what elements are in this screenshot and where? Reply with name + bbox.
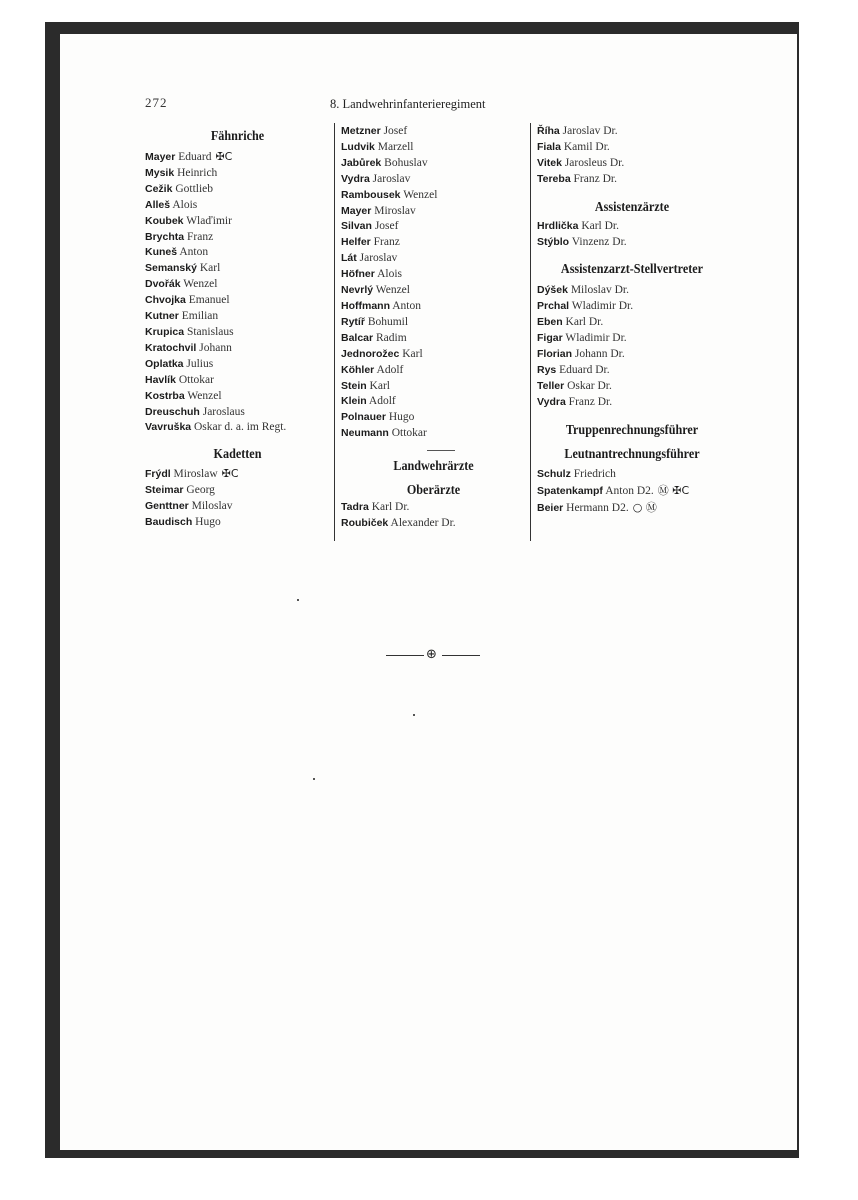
list-item bbox=[537, 235, 727, 251]
entry-given-name: Marzell bbox=[377, 140, 414, 153]
entry-surname: Cežik bbox=[145, 182, 173, 195]
page-number: 272 bbox=[145, 95, 168, 110]
list-item bbox=[537, 395, 727, 411]
list-item bbox=[145, 293, 330, 309]
entry-surname: Kutner bbox=[145, 310, 179, 323]
list-item bbox=[341, 188, 526, 204]
entry-surname: Hrdlička bbox=[537, 219, 579, 232]
entry-surname: Figar bbox=[537, 332, 563, 345]
entry-list bbox=[537, 467, 727, 517]
list-item bbox=[537, 467, 727, 483]
entry-surname: Stýblo bbox=[537, 235, 570, 248]
entry-given-name: Gottlieb bbox=[175, 182, 214, 195]
entry-given-name: Eduard Dr. bbox=[559, 363, 610, 376]
entry-list bbox=[537, 219, 727, 251]
entry-given-name: Johann Dr. bbox=[574, 348, 625, 361]
ornament-line-right bbox=[442, 655, 480, 656]
entry-surname: Ludvik bbox=[341, 140, 375, 153]
list-item bbox=[145, 309, 330, 325]
entry-surname: Brychta bbox=[145, 230, 185, 243]
entry-surname: Eben bbox=[537, 316, 563, 329]
section-heading-kadetten: Kadetten bbox=[213, 446, 262, 462]
list-item bbox=[341, 426, 526, 442]
entry-surname: Krupica bbox=[145, 325, 185, 338]
entry-surname: Dvořák bbox=[145, 278, 181, 291]
entry-given-name: Stanislaus bbox=[186, 325, 234, 338]
entry-surname: Vitek bbox=[537, 156, 562, 169]
entry-given-name: Franz Dr. bbox=[573, 172, 617, 185]
entry-surname: Roubiček bbox=[341, 517, 389, 530]
entry-given-name: Jarosleus Dr. bbox=[564, 156, 625, 169]
entry-surname: Mayer bbox=[145, 151, 176, 163]
entry-given-name: Miloslav bbox=[191, 500, 233, 513]
entry-surname: Rytíř bbox=[341, 315, 365, 328]
list-item bbox=[341, 235, 526, 251]
list-item bbox=[341, 363, 526, 379]
decorative-ornament bbox=[386, 649, 480, 663]
entry-surname: Havlík bbox=[145, 373, 176, 386]
list-item bbox=[145, 420, 330, 436]
list-item bbox=[145, 515, 330, 531]
entry-surname: Kratochvil bbox=[145, 341, 197, 354]
entry-surname: Chvojka bbox=[145, 294, 186, 307]
entry-surname: Tadra bbox=[341, 501, 369, 514]
entry-given-name: Jaroslav Dr. bbox=[562, 125, 618, 137]
entry-surname: Mysik bbox=[145, 166, 175, 179]
entry-given-name: Anton bbox=[392, 299, 421, 312]
column-divider bbox=[334, 123, 335, 541]
list-item bbox=[341, 315, 526, 331]
entry-given-name: Karl bbox=[199, 262, 221, 275]
section-heading-assistenzaerzte: Assistenzärzte bbox=[594, 198, 670, 214]
entry-given-name: Wenzel bbox=[187, 389, 222, 402]
entry-surname: Teller bbox=[537, 379, 565, 392]
column-1 bbox=[145, 122, 330, 531]
column-2 bbox=[341, 122, 526, 532]
entry-given-name: Karl bbox=[402, 347, 423, 360]
entry-given-name: Adolf bbox=[368, 395, 396, 408]
short-rule bbox=[427, 450, 455, 451]
section-heading-truppenrechnungsfuehrer: Truppenrechnungsführer bbox=[565, 421, 699, 437]
entry-given-name: Josef bbox=[374, 220, 399, 233]
entry-surname: Polnauer bbox=[341, 411, 386, 424]
list-item bbox=[341, 172, 526, 188]
list-item bbox=[537, 331, 727, 347]
entry-given-name: Ottokar bbox=[391, 427, 427, 440]
entry-given-name: Anton D2. bbox=[605, 484, 654, 497]
list-item bbox=[537, 219, 727, 235]
entry-surname: Köhler bbox=[341, 363, 375, 376]
entry-list bbox=[341, 500, 526, 532]
entry-given-name: Georg bbox=[186, 484, 215, 497]
decoration-mark-icon: Ⓜ ✠C bbox=[657, 483, 690, 497]
entry-given-name: Bohuslav bbox=[384, 156, 428, 169]
list-item bbox=[341, 267, 526, 283]
entry-surname: Klein bbox=[341, 395, 367, 408]
decoration-mark-icon: ✠C bbox=[221, 467, 239, 481]
entry-given-name: Miroslaw bbox=[173, 468, 218, 481]
entry-given-name: Julius bbox=[186, 357, 214, 370]
list-item bbox=[145, 277, 330, 293]
list-item bbox=[145, 149, 330, 166]
entry-given-name: Vinzenz Dr. bbox=[571, 235, 627, 248]
ornament-line-left bbox=[386, 655, 424, 656]
entry-given-name: Franz bbox=[186, 230, 214, 243]
list-item bbox=[341, 283, 526, 299]
list-item bbox=[537, 483, 727, 500]
entry-list bbox=[537, 124, 727, 188]
list-item bbox=[341, 251, 526, 267]
list-item bbox=[145, 341, 330, 357]
entry-given-name: Miloslav Dr. bbox=[570, 284, 629, 297]
entry-given-name: Heinrich bbox=[177, 166, 218, 179]
entry-given-name: Bohumil bbox=[367, 315, 409, 328]
entry-given-name: Karl Dr. bbox=[565, 316, 604, 329]
list-item bbox=[537, 379, 727, 395]
entry-surname: Florian bbox=[537, 348, 573, 361]
entry-given-name: Alois bbox=[377, 268, 403, 281]
entry-surname: Prchal bbox=[537, 300, 570, 313]
list-item bbox=[145, 198, 330, 214]
list-item bbox=[145, 325, 330, 341]
entry-surname: Jednorožec bbox=[341, 347, 400, 360]
entry-surname: Fiala bbox=[537, 140, 561, 153]
entry-list bbox=[537, 283, 727, 410]
entry-given-name: Jaroslav bbox=[372, 172, 411, 185]
entry-surname: Koubek bbox=[145, 214, 184, 227]
entry-given-name: Wenzel bbox=[375, 284, 410, 297]
entry-given-name: Alexander Dr. bbox=[390, 517, 456, 530]
entry-given-name: Eduard bbox=[178, 151, 212, 163]
list-item bbox=[537, 124, 727, 140]
entry-given-name: Hugo bbox=[195, 516, 221, 529]
entry-surname: Höfner bbox=[341, 268, 375, 281]
entry-surname: Kuneš bbox=[145, 246, 178, 259]
entry-surname: Hoffmann bbox=[341, 299, 390, 312]
entry-surname: Beier bbox=[537, 501, 564, 514]
entry-surname: Říha bbox=[537, 125, 560, 137]
list-item bbox=[145, 261, 330, 277]
entry-surname: Mayer bbox=[341, 204, 372, 217]
entry-given-name: Wladimir Dr. bbox=[565, 332, 627, 345]
list-item bbox=[341, 299, 526, 315]
ornament-cross-icon: ⊕ bbox=[426, 647, 437, 662]
list-item bbox=[341, 331, 526, 347]
entry-given-name: Hugo bbox=[388, 411, 415, 424]
entry-surname: Semanský bbox=[145, 262, 197, 275]
list-item bbox=[145, 466, 330, 483]
entry-given-name: Ottokar bbox=[178, 373, 214, 386]
list-item bbox=[341, 394, 526, 410]
entry-surname: Schulz bbox=[537, 467, 571, 480]
entry-given-name: Oskar d. a. im Regt. bbox=[194, 421, 287, 434]
entry-surname: Spatenkampf bbox=[537, 484, 603, 497]
list-item bbox=[537, 283, 727, 299]
list-item bbox=[145, 483, 330, 499]
list-item bbox=[341, 204, 526, 220]
list-item bbox=[341, 156, 526, 172]
entry-given-name: Friedrich bbox=[573, 467, 616, 480]
entry-given-name: Miroslav bbox=[374, 204, 416, 217]
entry-given-name: Franz Dr. bbox=[568, 395, 613, 408]
entry-given-name: Wladimir Dr. bbox=[571, 300, 634, 313]
entry-surname: Vydra bbox=[341, 172, 370, 185]
list-item bbox=[341, 347, 526, 363]
entry-surname: Vydra bbox=[537, 395, 566, 408]
entry-given-name: Wlaďimir bbox=[186, 214, 232, 227]
list-item bbox=[145, 357, 330, 373]
entry-given-name: Franz bbox=[373, 236, 400, 249]
entry-surname: Steimar bbox=[145, 484, 184, 497]
entry-surname: Balcar bbox=[341, 331, 374, 344]
entry-surname: Jabůrek bbox=[341, 156, 382, 169]
list-item bbox=[145, 389, 330, 405]
list-item bbox=[537, 315, 727, 331]
scan-speck bbox=[297, 599, 299, 601]
entry-surname: Baudisch bbox=[145, 516, 193, 529]
entry-surname: Rambousek bbox=[341, 188, 401, 201]
section-heading-stellvertreter: Assistenzarzt-Stellvertreter bbox=[560, 261, 704, 277]
section-heading-oberaerzte: Oberärzte bbox=[406, 482, 461, 498]
list-item bbox=[145, 230, 330, 246]
entry-given-name: Adolf bbox=[376, 363, 404, 376]
entry-given-name: Wenzel bbox=[403, 188, 438, 201]
list-item bbox=[145, 214, 330, 230]
list-item bbox=[341, 140, 526, 156]
list-item bbox=[145, 245, 330, 261]
entry-surname: Vavruška bbox=[145, 421, 192, 434]
list-item bbox=[537, 172, 727, 188]
entry-given-name: Jaroslaus bbox=[202, 405, 245, 418]
entry-given-name: Anton bbox=[179, 246, 209, 259]
decoration-mark-icon: ○ Ⓜ bbox=[632, 500, 657, 514]
entry-given-name: Karl Dr. bbox=[581, 219, 619, 232]
list-item bbox=[537, 500, 727, 517]
list-item bbox=[537, 140, 727, 156]
entry-surname: Nevrlý bbox=[341, 284, 374, 297]
entry-surname: Tereba bbox=[537, 172, 571, 185]
entry-surname: Helfer bbox=[341, 236, 371, 249]
entry-surname: Silvan bbox=[341, 220, 372, 233]
list-item bbox=[341, 379, 526, 395]
list-item bbox=[537, 299, 727, 315]
entry-given-name: Karl bbox=[369, 379, 390, 392]
column-3 bbox=[537, 122, 727, 516]
entry-list bbox=[145, 149, 330, 436]
entry-surname: Kostrba bbox=[145, 389, 185, 402]
column-divider bbox=[530, 123, 531, 541]
entry-list bbox=[341, 124, 526, 442]
list-item bbox=[537, 156, 727, 172]
entry-surname: Stein bbox=[341, 379, 367, 392]
list-item bbox=[145, 499, 330, 515]
list-item bbox=[537, 347, 727, 363]
entry-given-name: Hermann D2. bbox=[566, 501, 629, 514]
entry-given-name: Emilian bbox=[181, 310, 219, 323]
entry-surname: Frýdl bbox=[145, 468, 171, 481]
list-item bbox=[341, 219, 526, 235]
entry-given-name: Wenzel bbox=[183, 278, 218, 291]
list-item bbox=[145, 182, 330, 198]
entry-given-name: Oskar Dr. bbox=[567, 379, 612, 392]
entry-list bbox=[145, 466, 330, 531]
entry-surname: Genttner bbox=[145, 500, 189, 513]
entry-surname: Alleš bbox=[145, 198, 171, 211]
entry-surname: Oplatka bbox=[145, 357, 184, 370]
scan-speck bbox=[313, 778, 315, 780]
entry-surname: Neumann bbox=[341, 427, 389, 440]
decoration-mark-icon: ✠C bbox=[215, 150, 233, 163]
section-heading-leutnantrechnungsfuehrer: Leutnantrechnungsführer bbox=[564, 445, 700, 461]
section-heading-landwehraerzte: Landwehrärzte bbox=[393, 458, 474, 474]
entry-given-name: Emanuel bbox=[188, 294, 230, 307]
entry-surname: Lát bbox=[341, 252, 357, 265]
entry-given-name: Jaroslav bbox=[359, 252, 398, 265]
entry-surname: Dreuschuh bbox=[145, 405, 200, 418]
list-item bbox=[341, 410, 526, 426]
entry-surname: Rys bbox=[537, 363, 557, 376]
list-item bbox=[341, 124, 526, 140]
scan-speck bbox=[413, 714, 415, 716]
entry-given-name: Johann bbox=[199, 341, 232, 354]
entry-surname: Dýšek bbox=[537, 284, 568, 297]
list-item bbox=[341, 500, 526, 516]
list-item bbox=[145, 166, 330, 182]
entry-given-name: Josef bbox=[383, 125, 408, 137]
entry-given-name: Alois bbox=[172, 198, 198, 211]
list-item bbox=[145, 373, 330, 389]
entry-given-name: Karl Dr. bbox=[371, 501, 410, 514]
entry-given-name: Radim bbox=[375, 331, 407, 344]
entry-given-name: Kamil Dr. bbox=[563, 140, 610, 153]
section-heading-faehnriche: Fähnriche bbox=[210, 128, 265, 143]
list-item bbox=[537, 363, 727, 379]
running-title: 8. Landwehrinfanterieregiment bbox=[330, 97, 486, 111]
list-item bbox=[145, 405, 330, 421]
list-item bbox=[341, 516, 526, 532]
entry-surname: Metzner bbox=[341, 125, 381, 137]
